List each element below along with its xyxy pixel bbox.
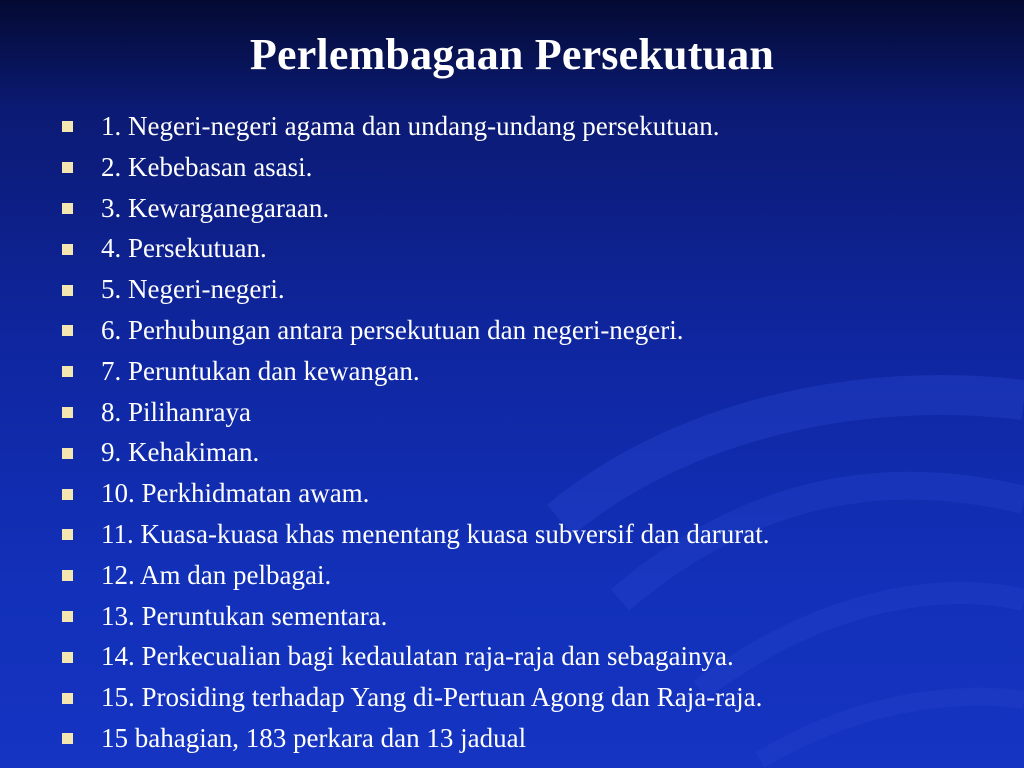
- list-item-text: 1. Negeri-negeri agama dan undang-undang persekutuan.: [101, 111, 720, 141]
- square-bullet-icon: [62, 529, 73, 540]
- list-item-text: 15 bahagian, 183 perkara dan 13 jadual: [101, 722, 527, 753]
- square-bullet-icon: [62, 652, 73, 663]
- list-item-text: 10. Perkhidmatan awam.: [101, 478, 370, 509]
- list-item-text: 6. Perhubungan antara persekutuan dan negeri-negeri.: [101, 314, 684, 345]
- list-item-text: 2. Kebebasan asasi.: [101, 151, 313, 182]
- list-item-text: 15. Prosiding terhadap Yang di-Pertuan Agong dan Raja-raja.: [101, 682, 763, 713]
- square-bullet-icon: [62, 693, 73, 704]
- list-item-text: 5. Negeri-negeri.: [101, 274, 285, 305]
- slide-title: Perlembagaan Persekutuan: [249, 30, 775, 79]
- list-item-text: 12. Am dan pelbagai.: [101, 559, 332, 590]
- square-bullet-icon: [62, 162, 73, 173]
- list-item-text: 7. Peruntukan dan kewangan.: [101, 355, 420, 386]
- square-bullet-icon: [62, 203, 73, 214]
- list-item-text: 3. Kewarganegaraan.: [101, 192, 330, 223]
- square-bullet-icon: [62, 570, 73, 581]
- list-item-text: 13. Peruntukan sementara.: [101, 600, 388, 631]
- square-bullet-icon: [62, 611, 73, 622]
- list-item-text: 9. Kehakiman.: [101, 437, 260, 468]
- square-bullet-icon: [62, 407, 73, 418]
- list-item-text: 14. Perkecualian bagi kedaulatan raja-raja dan sebagainya.: [101, 641, 734, 672]
- square-bullet-icon: [62, 121, 73, 132]
- list-item-text: 11. Kuasa-kuasa khas menentang kuasa subversif dan darurat.: [101, 518, 770, 549]
- list-item-text: 8. Pilihanraya: [101, 396, 251, 427]
- square-bullet-icon: [62, 366, 73, 377]
- square-bullet-icon: [62, 325, 73, 336]
- square-bullet-icon: [62, 244, 73, 255]
- square-bullet-icon: [62, 489, 73, 500]
- square-bullet-icon: [62, 733, 73, 744]
- square-bullet-icon: [62, 448, 73, 459]
- list-item-text: 4. Persekutuan.: [101, 233, 267, 264]
- square-bullet-icon: [62, 285, 73, 296]
